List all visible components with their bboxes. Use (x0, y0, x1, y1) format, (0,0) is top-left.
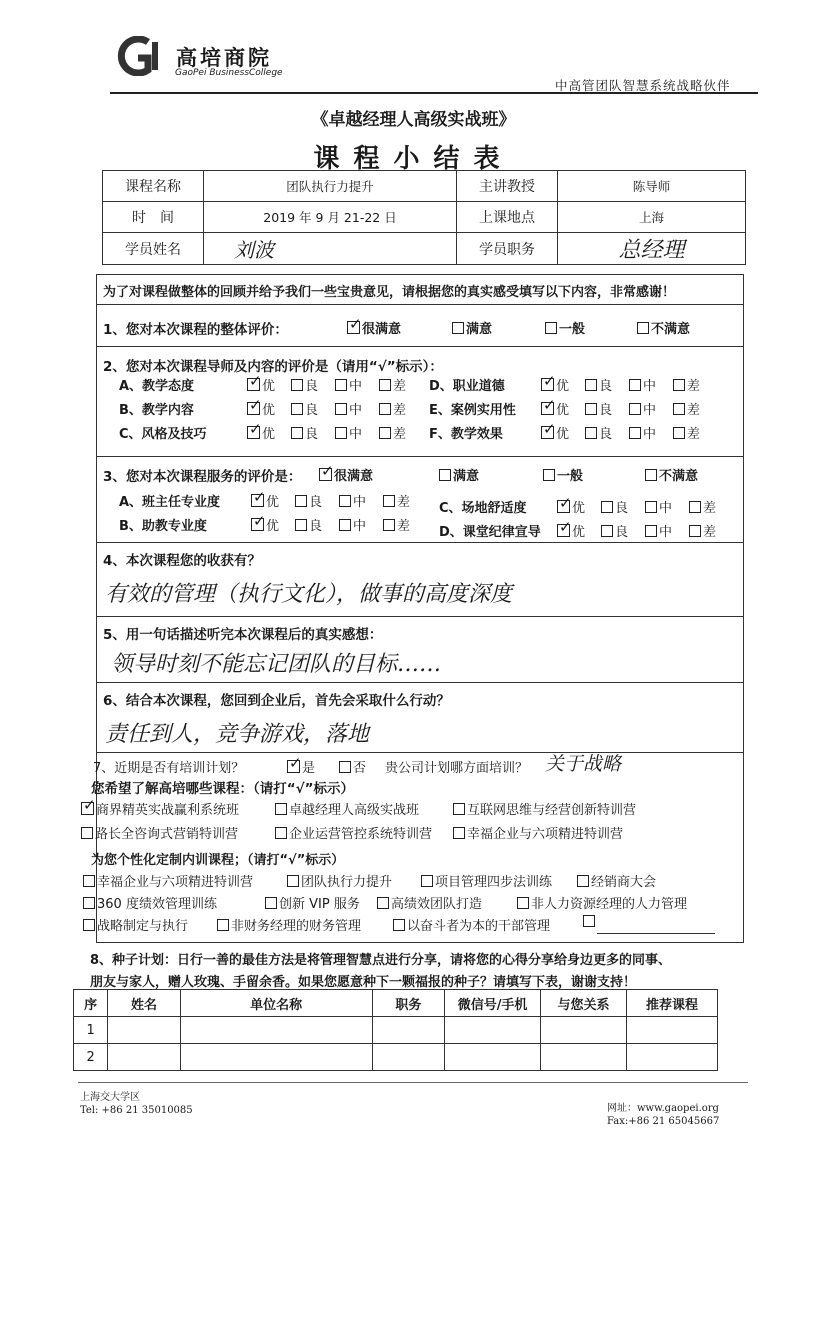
q2-grade-option[interactable] (379, 375, 406, 394)
q2-item-label: D、职业道德 (429, 379, 505, 394)
checkbox-icon (377, 897, 389, 909)
seed-col-header: 微信号/手机 (445, 990, 541, 1017)
survey-form (84, 274, 744, 1324)
checkbox-icon (439, 469, 451, 481)
brand-name-en: GaoPei BusinessCollege (175, 68, 283, 78)
q3-grade-option[interactable] (601, 521, 628, 540)
grade-label: 中 (349, 403, 363, 418)
footer-address: 上海交大学区 (80, 1092, 140, 1103)
seed-row-number: 1 (74, 1017, 108, 1044)
q2-section (96, 346, 744, 456)
checkbox-icon (585, 427, 597, 439)
grade-label: 优 (266, 519, 280, 534)
page-title: 课程小结表 (313, 144, 514, 174)
grade-label: 优 (262, 403, 276, 418)
checkbox-icon (452, 322, 464, 334)
checkbox-icon (645, 469, 657, 481)
grade-label: 差 (397, 519, 411, 534)
checkbox-icon (295, 519, 307, 531)
q2-grade-option[interactable] (673, 423, 700, 442)
q3-grade-option[interactable] (295, 491, 322, 510)
q2-grade-option[interactable] (585, 375, 612, 394)
q2-grade-option[interactable] (247, 375, 275, 394)
q3-grade-option[interactable] (601, 497, 628, 516)
seed-cell[interactable] (627, 1044, 718, 1071)
grade-label: 优 (572, 501, 586, 516)
course-option[interactable] (81, 823, 238, 842)
grade-label: 良 (305, 403, 319, 418)
position-value[interactable]: 总经理 (558, 233, 746, 265)
q3-grade-option[interactable] (645, 497, 672, 516)
seed-cell[interactable] (108, 1017, 181, 1044)
brand-name: 高培商院 (176, 46, 272, 70)
q3-item-label: A、班主任专业度 (119, 495, 221, 510)
position-label: 学员职务 (457, 233, 558, 265)
time-label: 时 间 (103, 202, 204, 233)
q7-label: 7、近期是否有培训计划？ (93, 761, 245, 776)
custom-course-option[interactable] (83, 871, 253, 890)
custom-course-label: 经销商大会 (591, 875, 657, 890)
seed-col-header: 单位名称 (180, 990, 372, 1017)
q3-grade-option[interactable] (339, 491, 366, 510)
q2-grade-option[interactable] (585, 423, 612, 442)
checkbox-icon (645, 501, 657, 513)
q4-label: 4、本次课程您的收获有？ (103, 553, 261, 569)
q2-grade-option[interactable] (673, 375, 700, 394)
q1-section (96, 304, 744, 346)
q3-section (96, 456, 744, 542)
grade-label: 良 (599, 403, 613, 418)
checked-box-icon (247, 426, 260, 439)
checkbox-icon (335, 379, 347, 391)
checkbox-icon (265, 897, 277, 909)
grade-label: 良 (599, 427, 613, 442)
time-value[interactable]: 2019 年 9 月 21-22 日 (204, 202, 457, 233)
seed-cell[interactable] (541, 1044, 627, 1071)
checked-box-icon (557, 524, 570, 537)
grade-label: 差 (393, 427, 407, 442)
intro-text: 为了对课程做整体的回顾并给予我们一些宝贵意见，请根据您的真实感受填写以下内容，非常感谢！ (103, 285, 676, 300)
other-course-blank[interactable] (597, 933, 715, 934)
teacher-label: 主讲教授 (457, 171, 558, 202)
checkbox-icon (585, 379, 597, 391)
checkbox-icon (585, 403, 597, 415)
checkbox-icon (689, 501, 701, 513)
q2-grade-option[interactable] (629, 423, 656, 442)
q3-grade-option[interactable] (251, 491, 279, 510)
checkbox-icon (601, 525, 613, 537)
custom-course-label: 项目管理四步法训练 (435, 875, 553, 890)
course-option[interactable] (275, 799, 419, 818)
table-row (74, 1044, 718, 1071)
q3-grade-option[interactable] (689, 497, 716, 516)
custom-course-other[interactable] (583, 915, 597, 930)
q2-grade-option[interactable] (291, 399, 318, 418)
q3-grade-option[interactable] (557, 521, 585, 540)
place-value[interactable]: 上海 (558, 202, 746, 233)
q1-option-satisfied[interactable]: 满意 (452, 318, 492, 337)
checkbox-icon (339, 519, 351, 531)
seed-cell[interactable] (445, 1044, 541, 1071)
custom-course-label: 高绩效团队打造 (391, 897, 483, 912)
checkbox-icon (383, 495, 395, 507)
course-label: 企业运营管控系统特训营 (289, 827, 433, 842)
custom-course-option[interactable] (577, 871, 656, 890)
q6-section (96, 682, 744, 752)
checkbox-icon (453, 803, 465, 815)
custom-course-label: 非人力资源经理的人力管理 (531, 897, 688, 912)
checkbox-icon (673, 379, 685, 391)
q5-section (96, 616, 744, 682)
checkbox-icon (637, 322, 649, 334)
q1-option-unsatisfied[interactable]: 不满意 (637, 318, 690, 337)
checkbox-icon (291, 379, 303, 391)
q2-item-label: A、教学态度 (119, 379, 195, 394)
q1-option-very-satisfied[interactable]: ✓ 很满意 (347, 318, 401, 337)
checkbox-icon (545, 322, 557, 334)
teacher-value[interactable]: 陈导师 (558, 171, 746, 202)
q2-grade-option[interactable] (291, 375, 318, 394)
grade-label: 优 (266, 495, 280, 510)
course-label: 商界精英实战赢利系统班 (96, 803, 240, 818)
grade-label: 良 (305, 427, 319, 442)
checkbox-icon (287, 875, 299, 887)
grade-label: 差 (393, 403, 407, 418)
checkbox-icon (275, 803, 287, 815)
footer-divider (78, 1082, 748, 1083)
checked-box-icon (247, 378, 260, 391)
program-name: 《卓越经理人高级实战班》 (311, 110, 516, 130)
grade-label: 良 (309, 519, 323, 534)
q3-grade-option[interactable] (557, 497, 585, 516)
q2-grade-option[interactable] (291, 423, 318, 442)
checkbox-icon (645, 525, 657, 537)
student-label: 学员姓名 (103, 233, 204, 265)
checkbox-icon (81, 827, 93, 839)
table-row (74, 1017, 718, 1044)
checkbox-icon (335, 427, 347, 439)
grade-label: 中 (643, 403, 657, 418)
q3-item-label: B、助教专业度 (119, 519, 207, 534)
q2-grade-option[interactable] (247, 399, 275, 418)
q3-option-unsatisfied[interactable]: 不满意 (645, 465, 698, 484)
seed-cell[interactable] (541, 1017, 627, 1044)
q7-section (91, 752, 744, 942)
q3-grade-option[interactable] (383, 515, 410, 534)
seed-plan-table (73, 989, 718, 1071)
seed-col-header: 与您关系 (541, 990, 627, 1017)
course-info-table (102, 170, 746, 265)
custom-course-label: 团队执行力提升 (301, 875, 393, 890)
custom-course-label: 创新 VIP 服务 (279, 897, 360, 912)
grade-label: 中 (349, 379, 363, 394)
course-option[interactable] (81, 799, 239, 818)
custom-course-option[interactable] (287, 871, 392, 890)
checked-box-icon (81, 802, 94, 815)
q2-grade-option[interactable] (585, 399, 612, 418)
seed-cell[interactable] (627, 1017, 718, 1044)
seed-col-header: 推荐课程 (627, 990, 718, 1017)
grade-label: 优 (572, 525, 586, 540)
grade-label: 良 (309, 495, 323, 510)
seed-cell[interactable] (372, 1044, 445, 1071)
q3-option-satisfied[interactable]: 满意 (439, 465, 479, 484)
q5-answer[interactable]: 领导时刻不能忘记团队的目标…… (111, 652, 442, 677)
checkbox-icon (335, 403, 347, 415)
q4-section (96, 542, 744, 616)
checked-box-icon (557, 500, 570, 513)
checkbox-icon (383, 519, 395, 531)
checkbox-icon (577, 875, 589, 887)
q3-item-label: D、课堂纪律宣导 (439, 525, 541, 540)
custom-course-label: 以奋斗者为本的干部管理 (407, 919, 551, 934)
seed-col-header: 职务 (372, 990, 445, 1017)
footer-fax: Fax:+86 21 65045667 (607, 1116, 720, 1127)
custom-course-option[interactable] (217, 915, 361, 934)
q1-label: 1、您对本次课程的整体评价： (103, 322, 288, 338)
checkbox-icon (379, 427, 391, 439)
checkbox-icon (543, 469, 555, 481)
checkbox-icon (689, 525, 701, 537)
checked-box-icon (251, 494, 264, 507)
grade-label: 优 (262, 427, 276, 442)
q8-line2: 朋友与家人，赠人玫瑰、手留余香。如果您愿意种下一颗福报的种子？请填写下表，谢谢支持！ (90, 975, 637, 990)
grade-label: 中 (349, 427, 363, 442)
grade-label: 差 (687, 379, 701, 394)
course-label: 互联网思维与经营创新特训营 (467, 803, 637, 818)
checkbox-icon (601, 501, 613, 513)
checked-box-icon (541, 426, 554, 439)
q8-line1: 8、种子计划：日行一善的最佳方法是将管理智慧点进行分享，请将您的心得分享给身边更多的同事、 (90, 953, 672, 968)
custom-course-option[interactable] (265, 893, 360, 912)
custom-course-option[interactable] (517, 893, 687, 912)
grade-label: 差 (687, 403, 701, 418)
custom-course-label: 战略制定与执行 (97, 919, 189, 934)
checkbox-icon (453, 827, 465, 839)
q2-grade-option[interactable] (541, 399, 569, 418)
courses-label: 您希望了解高培哪些课程：（请打“√”标示） (91, 781, 354, 797)
grade-label: 差 (703, 525, 717, 540)
checkbox-icon (83, 919, 95, 931)
seed-cell[interactable] (180, 1017, 372, 1044)
place-label: 上课地点 (457, 202, 558, 233)
checkbox-icon (295, 495, 307, 507)
grade-label: 差 (703, 501, 717, 516)
grade-label: 良 (305, 379, 319, 394)
custom-course-option[interactable] (393, 915, 550, 934)
q3-grade-option[interactable] (251, 515, 279, 534)
q7-plan-label: 贵公司计划哪方面培训？ (385, 761, 529, 776)
q3-grade-option[interactable] (689, 521, 716, 540)
q3-option-average[interactable]: 一般 (543, 465, 583, 484)
checked-box-icon (319, 468, 332, 481)
grade-label: 中 (659, 501, 673, 516)
course-label: 卓越经理人高级实战班 (289, 803, 420, 818)
student-value[interactable]: 刘波 (204, 233, 457, 265)
seed-cell[interactable] (445, 1017, 541, 1044)
grade-label: 中 (659, 525, 673, 540)
grade-label: 良 (615, 525, 629, 540)
q1-option-average[interactable]: 一般 (545, 318, 585, 337)
grade-label: 优 (556, 427, 570, 442)
q2-grade-option[interactable] (335, 423, 362, 442)
footer-website[interactable]: 网址：www.gaopei.org (607, 1103, 719, 1114)
q7-yes-option[interactable]: ✓ 是 (287, 757, 315, 776)
checkbox-icon (291, 403, 303, 415)
q2-grade-option[interactable] (379, 423, 406, 442)
seed-cell[interactable] (108, 1044, 181, 1071)
checked-box-icon (251, 518, 264, 531)
partner-tagline: 中高管团队智慧系统战略伙伴 (555, 78, 731, 93)
q2-grade-option[interactable] (673, 399, 700, 418)
q3-item-label: C、场地舒适度 (439, 501, 527, 516)
course-option[interactable] (275, 823, 432, 842)
q2-grade-option[interactable] (629, 375, 656, 394)
custom-label: 为您个性化定制内训课程；（请打“√”标示） (91, 853, 345, 868)
q3-grade-option[interactable] (645, 521, 672, 540)
custom-course-option[interactable] (83, 893, 217, 912)
checkbox-icon (83, 875, 95, 887)
checkbox-icon (517, 897, 529, 909)
checked-box-icon (247, 402, 260, 415)
custom-course-label: 非财务经理的财务管理 (231, 919, 362, 934)
grade-label: 优 (262, 379, 276, 394)
grade-label: 中 (353, 519, 367, 534)
footer-web-fax (607, 1102, 719, 1128)
checkbox-icon (629, 427, 641, 439)
grade-label: 中 (643, 427, 657, 442)
seed-cell[interactable] (180, 1044, 372, 1071)
checked-box-icon (287, 760, 300, 773)
seed-cell[interactable] (372, 1017, 445, 1044)
seed-row-number: 2 (74, 1044, 108, 1071)
checkbox-icon (673, 427, 685, 439)
checkbox-icon (629, 379, 641, 391)
grade-label: 良 (615, 501, 629, 516)
checkbox-icon (673, 403, 685, 415)
checkbox-icon (339, 495, 351, 507)
q3-grade-option[interactable] (339, 515, 366, 534)
q5-label: 5、用一句话描述听完本次课程后的真实感想： (103, 627, 383, 643)
course-value[interactable]: 团队执行力提升 (204, 171, 457, 202)
checkbox-icon (393, 919, 405, 931)
checked-box-icon (541, 402, 554, 415)
grade-label: 中 (643, 379, 657, 394)
grade-label: 差 (397, 495, 411, 510)
footer-contact (80, 1091, 193, 1117)
q4-answer[interactable]: 有效的管理（执行文化），做事的高度深度 (105, 582, 513, 607)
q6-label: 6、结合本次课程，您回到企业后，首先会采取什么行动？ (103, 693, 450, 709)
q7-no-option[interactable]: 否 (339, 757, 366, 776)
checkbox-icon (291, 427, 303, 439)
course-label: 课程名称 (103, 171, 204, 202)
grade-label: 优 (556, 379, 570, 394)
grade-label: 差 (687, 427, 701, 442)
q2-item-label: E、案例实用性 (429, 403, 516, 418)
checkbox-icon (379, 403, 391, 415)
q2-grade-option[interactable] (335, 399, 362, 418)
custom-course-label: 360 度绩效管理训练 (97, 897, 217, 912)
footer-tel: Tel: +86 21 35010085 (80, 1105, 193, 1116)
q2-grade-option[interactable] (541, 375, 569, 394)
q2-label: 2、您对本次课程导师及内容的评价是（请用“√”标示）： (103, 359, 443, 375)
checkbox-icon (629, 403, 641, 415)
q2-grade-option[interactable] (247, 423, 275, 442)
q2-grade-option[interactable] (541, 423, 569, 442)
custom-course-label: 幸福企业与六项精进特训营 (97, 875, 254, 890)
seed-table-header (74, 990, 718, 1017)
q6-answer[interactable]: 责任到人，竞争游戏，落地 (105, 722, 370, 747)
q2-item-label: F、教学效果 (429, 427, 503, 442)
checkbox-icon (421, 875, 433, 887)
grade-label: 差 (393, 379, 407, 394)
course-label: 路长全咨询式营销特训营 (95, 827, 239, 842)
q3-label: 3、您对本次课程服务的评价是： (103, 469, 302, 485)
course-label: 幸福企业与六项精进特训营 (467, 827, 624, 842)
q3-option-very-satisfied[interactable]: ✓ 很满意 (319, 465, 373, 484)
checkbox-icon (83, 897, 95, 909)
grade-label: 优 (556, 403, 570, 418)
checkbox-icon (339, 761, 351, 773)
q7-plan-answer[interactable]: 关于战略 (545, 753, 622, 775)
course-option[interactable] (453, 799, 636, 818)
checked-box-icon (541, 378, 554, 391)
header-divider (110, 92, 758, 94)
checked-box-icon (347, 321, 360, 334)
course-option[interactable] (453, 823, 623, 842)
q3-grade-option[interactable] (383, 491, 410, 510)
q2-item-label: B、教学内容 (119, 403, 194, 418)
checkbox-icon (379, 379, 391, 391)
grade-label: 中 (353, 495, 367, 510)
grade-label: 良 (599, 379, 613, 394)
checkbox-icon (217, 919, 229, 931)
q2-grade-option[interactable] (629, 399, 656, 418)
checkbox-icon (583, 915, 595, 927)
custom-course-option[interactable] (421, 871, 552, 890)
checkbox-icon (275, 827, 287, 839)
q2-item-label: C、风格及技巧 (119, 427, 207, 442)
seed-col-header: 序 (74, 990, 108, 1017)
gaopei-logo-icon (112, 36, 170, 76)
q2-grade-option[interactable] (335, 375, 362, 394)
q8-section (90, 942, 744, 990)
q3-grade-option[interactable] (295, 515, 322, 534)
intro-section (96, 274, 744, 304)
seed-col-header: 姓名 (108, 990, 181, 1017)
custom-course-option[interactable] (83, 915, 188, 934)
q2-grade-option[interactable] (379, 399, 406, 418)
custom-course-option[interactable] (377, 893, 482, 912)
